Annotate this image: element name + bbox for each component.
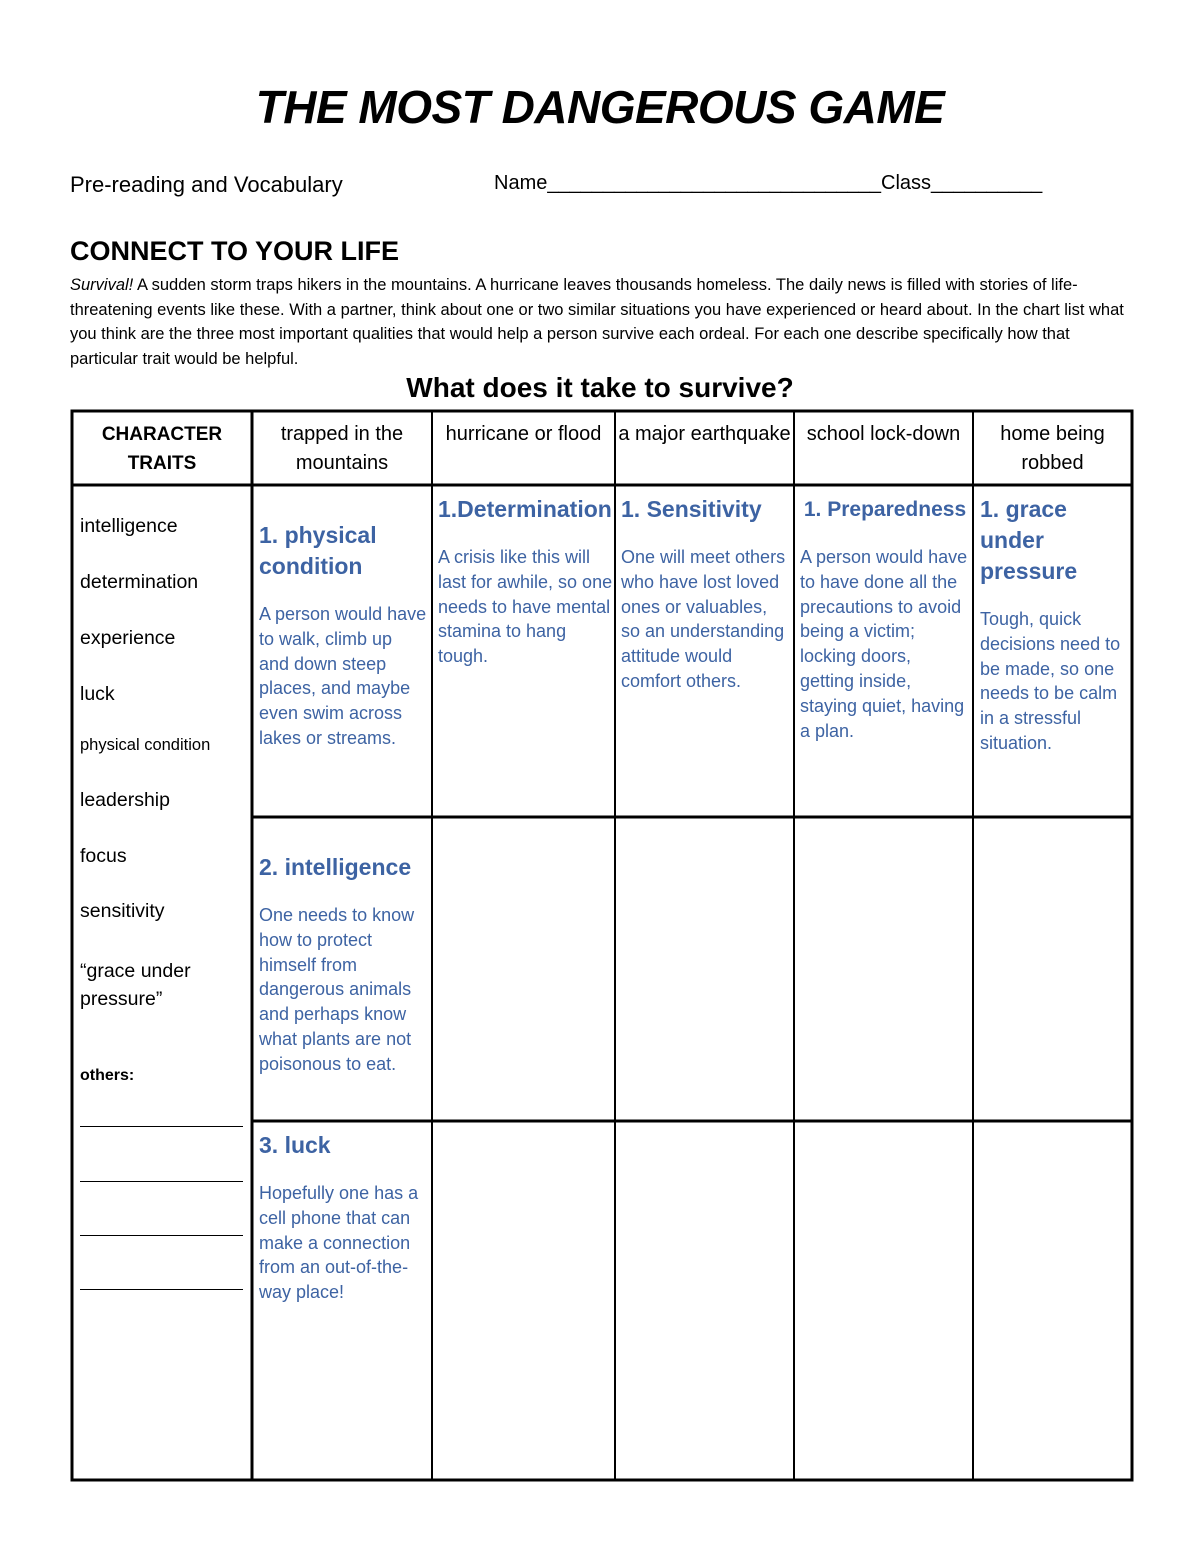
answer-body: Hopefully one has a cell phone that can make a connection from an out-of-the-way place! [259,1183,419,1303]
blank-line[interactable] [80,1235,243,1236]
trait-item: leadership [80,789,170,811]
answer-body: A person would have to walk, climb up and down steep places, and maybe even swim across lakes or streams. [259,604,427,748]
answer-heading: 1. physical condition [259,522,377,579]
chart-title: What does it take to survive? [406,372,794,403]
page-title: THE MOST DANGEROUS GAME [255,81,945,133]
answer-cell-mountains-2[interactable] [259,852,424,1077]
answer-heading: 1. Sensitivity [621,496,762,522]
intro-text: A sudden storm traps hikers in the mountains. A hurricane leaves thousands homeless. The daily news is filled with stories of life-threatening events like these. With a partner, think about one or two similar situations you have experienced or heard about. In the chart list what you think are the three most important qualities that would help a person survive each ordeal. For each one describe specifically how that particular trait would be helpful. [70,276,1124,368]
answer-cell-mountains-1[interactable] [259,520,427,751]
answer-body: A person would have to have done all the precautions to avoid being a victim; locking doors, getting inside, staying quiet, having a plan. [800,547,968,741]
trait-item: intelligence [80,515,178,537]
col-header-lockdown: school lock-down [806,423,961,445]
answer-cell-robbed-1[interactable] [980,494,1128,756]
trait-item: experience [80,627,176,649]
answer-heading: 3. luck [259,1132,331,1158]
answer-cell-earthquake-1[interactable] [621,494,791,694]
answer-cell-mountains-3[interactable] [259,1130,424,1305]
answer-body: One will meet others who have lost loved ones or valuables, so an understanding attitude would comfort others. [621,547,786,691]
answer-heading: 2. intelligence [259,854,412,880]
blank-line[interactable] [80,1126,243,1127]
name-class-field[interactable]: Name______________________________Class__________ [494,172,1043,194]
intro-lead: Survival! [70,276,134,294]
trait-item: luck [80,683,115,705]
answer-heading: 1. Preparedness [803,498,967,521]
section-heading: CONNECT TO YOUR LIFE [70,236,400,266]
subheading: Pre-reading and Vocabulary [70,172,343,197]
answer-cell-lockdown-1[interactable] [800,494,970,743]
col-header-robbed: home being robbed [1000,423,1105,474]
trait-item: physical condition [80,736,211,754]
answer-body: Tough, quick decisions need to be made, so one needs to be calm in a stressful situation. [980,609,1121,753]
blank-line[interactable] [80,1181,243,1182]
trait-item: determination [80,571,199,593]
blank-line[interactable] [80,1289,243,1290]
answer-heading: 1. grace under pressure [980,496,1078,584]
col-header-traits: CHARACTER TRAITS [101,424,223,474]
col-header-earthquake: a major earthquake [618,423,791,445]
answer-body: A crisis like this will last for awhile, so one needs to have mental stamina to hang tough. [438,547,613,667]
answer-body: One needs to know how to protect himself from dangerous animals and perhaps know what plants are not poisonous to eat. [259,905,415,1074]
answer-cell-hurricane-1[interactable] [438,494,613,669]
trait-item: sensitivity [80,900,165,922]
col-header-hurricane: hurricane or flood [445,423,602,445]
col-header-mountains: trapped in the mountains [280,423,404,474]
trait-others-label: others: [80,1067,135,1084]
trait-item: focus [80,845,127,867]
answer-heading: 1.Determination [438,496,612,522]
trait-item: “grace under pressure” [80,960,191,1010]
